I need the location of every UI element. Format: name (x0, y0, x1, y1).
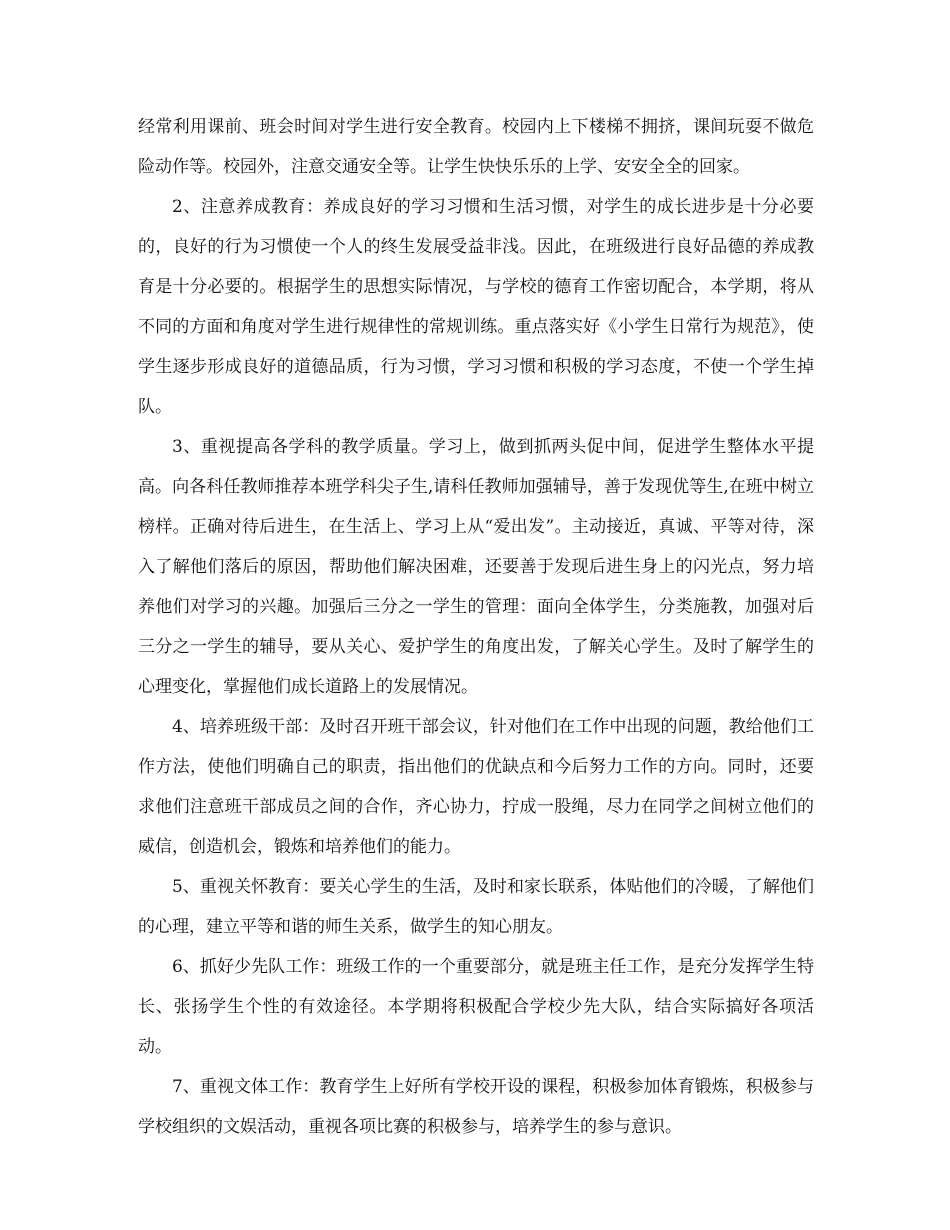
paragraph-safety-continued: 经常利用课前、班会时间对学生进行安全教育。校园内上下楼梯不拥挤，课间玩耍不做危险动作等。校园外，注意交通安全等。让学生快快乐乐的上学、安安全全的回家。 (138, 117, 814, 177)
paragraph-culture-sports: 7、重视文体工作：教育学生上好所有学校开设的课程，积极参加体育锻炼，积极参与学校组织的文娱活动，重视各项比赛的积极参与，培养学生的参与意识。 (138, 1077, 814, 1137)
paragraph-class-cadres: 4、培养班级干部：及时召开班干部会议，针对他们在工作中出现的问题，教给他们工作方法，使他们明确自己的职责，指出他们的优缺点和今后努力工作的方向。同时，还要求他们注意班干部成员之间的合作，齐心协力，拧成一股绳，尽力在同学之间树立他们的威信，创造机会，锻炼和培养他们的能力。 (138, 717, 814, 857)
paragraph-young-pioneers: 6、抓好少先队工作：班级工作的一个重要部分，就是班主任工作，是充分发挥学生特长、张扬学生个性的有效途径。本学期将积极配合学校少先大队，结合实际搞好各项活动。 (138, 957, 814, 1057)
document-body (138, 107, 814, 1147)
paragraph-care-education: 5、重视关怀教育：要关心学生的生活，及时和家长联系，体贴他们的冷暖，了解他们的心理，建立平等和谐的师生关系，做学生的知心朋友。 (138, 877, 814, 937)
paragraph-teaching-quality: 3、重视提高各学科的教学质量。学习上，做到抓两头促中间，促进学生整体水平提高。向各科任教师推荐本班学科尖子生,请科任教师加强辅导，善于发现优等生,在班中树立榜样。正确对待后进生，在生活上、学习上从“爱出发”。主动接近，真诚、平等对待，深入了解他们落后的原因，帮助他们解决困难，还要善于发现后进生身上的闪光点，努力培养他们对学习的兴趣。加强后三分之一学生的管理：面向全体学生，分类施教，加强对后三分之一学生的辅导，要从关心、爱护学生的角度出发，了解关心学生。及时了解学生的心理变化，掌握他们成长道路上的发展情况。 (138, 437, 814, 697)
paragraph-habit-education: 2、注意养成教育：养成良好的学习习惯和生活习惯，对学生的成长进步是十分必要的，良好的行为习惯使一个人的终生发展受益非浅。因此，在班级进行良好品德的养成教育是十分必要的。根据学生的思想实际情况，与学校的德育工作密切配合，本学期，将从不同的方面和角度对学生进行规律性的常规训练。重点落实好《小学生日常行为规范》，使学生逐步形成良好的道德品质，行为习惯，学习习惯和积极的学习态度，不使一个学生掉队。 (138, 197, 814, 417)
